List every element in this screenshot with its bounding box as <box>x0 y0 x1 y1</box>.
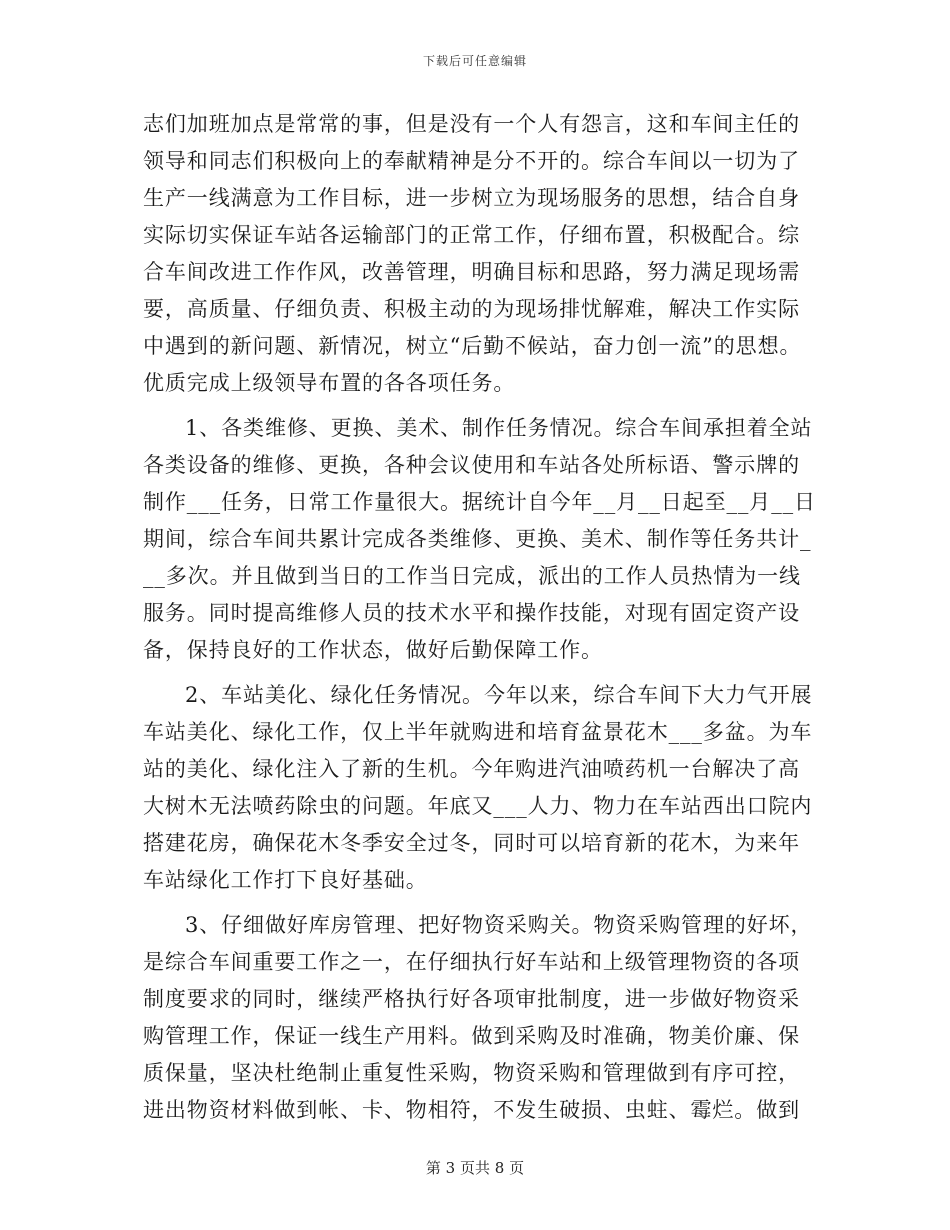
text-line: 质保量，坚决杜绝制止重复性采购，物资采购和管理做到有序可控， <box>143 1061 800 1085</box>
text-line: 进出物资材料做到帐、卡、物相符，不发生破损、虫蛀、霉烂。做到 <box>143 1098 800 1122</box>
paragraph-gap <box>143 899 809 907</box>
document-body <box>143 106 816 1129</box>
text-line: 生产一线满意为工作目标，进一步树立为现场服务的思想，结合自身 <box>143 186 800 210</box>
text-line: 站的美化、绿化注入了新的生机。今年购进汽油喷药机一台解决了高 <box>143 757 800 781</box>
text-line: __多次。并且做到当日的工作当日完成，派出的工作人员热情为一线 <box>143 564 801 588</box>
text-line: 3、仔细做好库房管理、把好物资采购关。物资采购管理的好坏， <box>185 913 813 937</box>
text-line: 服务。同时提高维修人员的技术水平和操作技能，对现有固定资产设 <box>143 601 800 625</box>
text-line: 各类设备的维修、更换，各种会议使用和车站各处所标语、警示牌的 <box>143 453 800 477</box>
text-line: 2、车站美化、绿化任务情况。今年以来，综合车间下大力气开展 <box>185 683 813 707</box>
text-line: 车站绿化工作打下良好基础。 <box>143 868 428 892</box>
text-line: 车站美化、绿化工作，仅上半年就购进和培育盆景花木___多盆。为车 <box>143 720 813 744</box>
text-line: 大树木无法喷药除虫的问题。年底又___人力、物力在车站西出口院内 <box>143 794 813 818</box>
text-line: 要，高质量、仔细负责、积极主动的为现场排忧解难，解决工作实际 <box>143 297 800 321</box>
page-footer: 第 3 页共 8 页 <box>425 1159 525 1177</box>
text-line: 领导和同志们积极向上的奉献精神是分不开的。综合车间以一切为了 <box>143 149 800 173</box>
page-header: 下载后可任意编辑 <box>422 54 527 68</box>
text-line: 合车间改进工作作风，改善管理，明确目标和思路，努力满足现场需 <box>143 260 800 284</box>
text-line: 是综合车间重要工作之一，在仔细执行好车站和上级管理物资的各项 <box>143 950 800 974</box>
text-line: 志们加班加点是常常的事，但是没有一个人有怨言，这和车间主任的 <box>143 112 800 136</box>
text-line: 实际切实保证车站各运输部门的正常工作，仔细布置，积极配合。综 <box>143 223 800 247</box>
paragraph-gap <box>143 402 809 410</box>
text-line: 期间，综合车间共累计完成各类维修、更换、美术、制作等任务共计_ <box>143 527 812 551</box>
paragraph <box>143 907 813 1129</box>
paragraph <box>143 677 813 899</box>
text-line: 优质完成上级领导布置的各各项任务。 <box>143 371 516 395</box>
text-line: 中遇到的新问题、新情况，树立“后勤不候站，奋力创一流”的思想。 <box>143 334 802 358</box>
paragraph-gap <box>143 669 809 677</box>
text-line: 备，保持良好的工作状态，做好后勤保障工作。 <box>143 638 603 662</box>
paragraph <box>143 106 809 402</box>
text-line: 制作___任务，日常工作量很大。据统计自今年__月__日起至__月__日 <box>143 490 816 514</box>
text-line: 1、各类维修、更换、美术、制作任务情况。综合车间承担着全站 <box>185 416 813 440</box>
text-line: 搭建花房，确保花木冬季安全过冬，同时可以培育新的花木，为来年 <box>143 831 800 855</box>
text-line: 制度要求的同时，继续严格执行好各项审批制度，进一步做好物资采 <box>143 987 800 1011</box>
text-line: 购管理工作，保证一线生产用料。做到采购及时准确，物美价廉、保 <box>143 1024 800 1048</box>
paragraph <box>143 410 816 669</box>
